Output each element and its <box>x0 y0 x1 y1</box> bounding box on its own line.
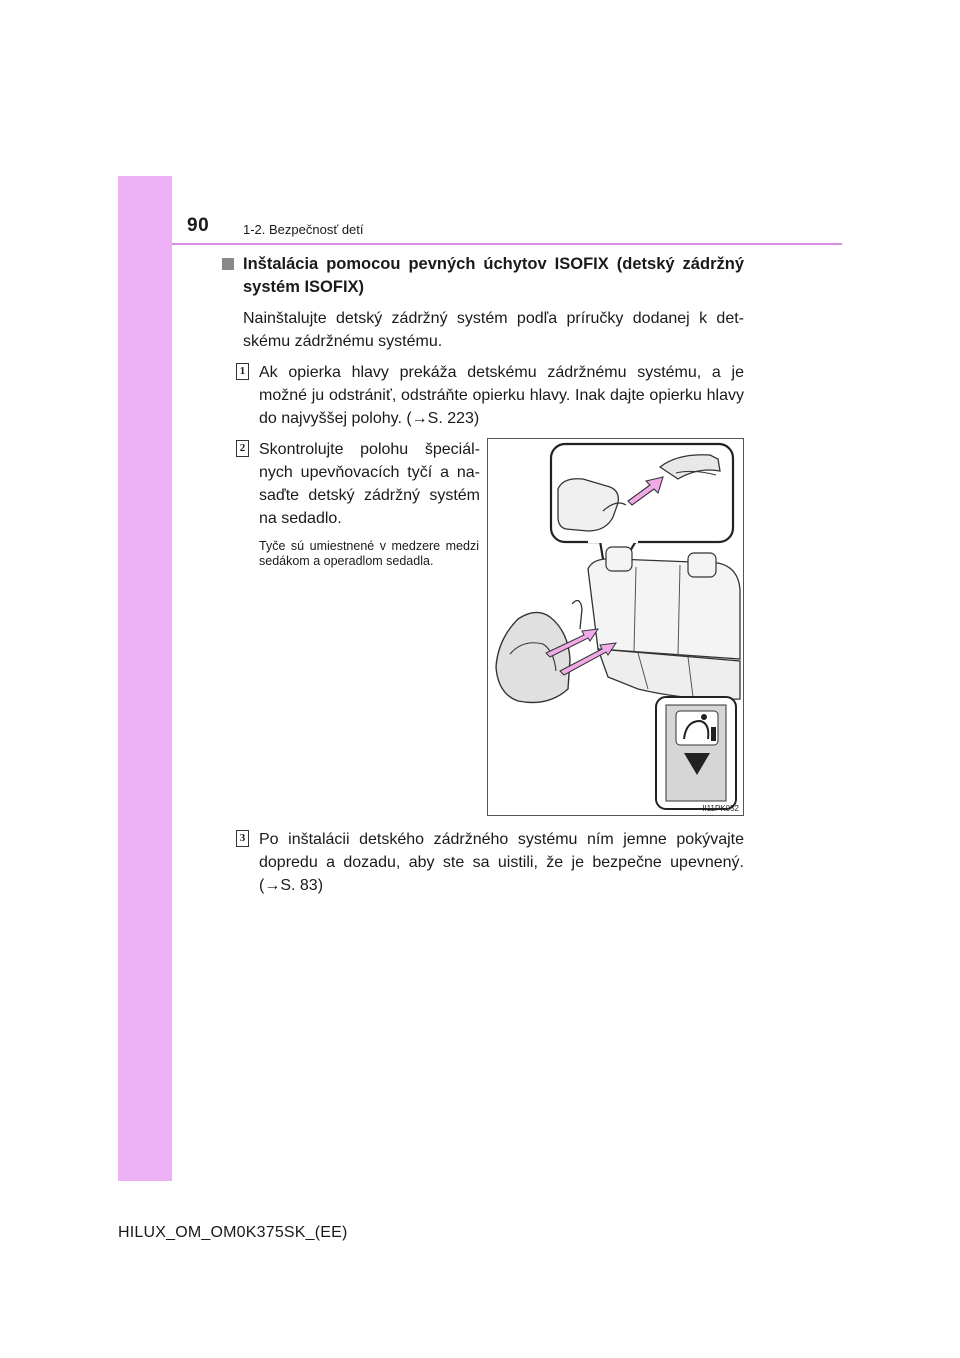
page-number: 90 <box>187 215 210 236</box>
intro-paragraph: Nainštalujte detský zádržný systém podľa príručky dodanej k det-skému zádržnému systému. <box>243 310 744 350</box>
step-text: Ak opierka hlavy prekáža detskému zádržnému systému, a je možné ju odstrániť, odstráňte opierku hlavy. Inak dajte opierku hlavy do najvyššej polohy. (→S. 223) <box>259 364 744 427</box>
main-content <box>222 253 744 897</box>
child-seat <box>496 612 570 702</box>
child-seat-strap <box>572 600 582 629</box>
section-heading <box>222 253 744 299</box>
chapter-side-tab <box>118 176 172 1181</box>
step-1 <box>222 361 744 430</box>
step-number-badge: 1 <box>236 363 249 380</box>
heading-text: Inštalácia pomocou pevných úchytov ISOFIX (detský zádržný systém ISOFIX) <box>243 255 744 296</box>
step-number-badge: 2 <box>236 440 249 457</box>
seat-diagram-svg <box>488 439 743 815</box>
header-divider <box>172 243 842 245</box>
step-3 <box>222 828 744 897</box>
headrest-left <box>606 547 632 571</box>
seat-cushion-detail <box>558 479 618 531</box>
step-text: Skontrolujte polohu špeciál-nych upevňovacích tyčí a na-saďte detský zádržný systém na sedadlo. <box>259 441 480 527</box>
document-id-footer: HILUX_OM_OM0K375SK_(EE) <box>118 1224 348 1241</box>
step-2 <box>222 438 744 816</box>
step-text: Po inštalácii detského zádržného systému ním jemne pokývajte dopredu a dozadu, aby ste sa uistili, že je bezpečne upevnený. (→S. 83) <box>259 831 744 894</box>
figure-code: II11PK052 <box>702 804 739 813</box>
section-title: 1-2. Bezpečnosť detí <box>243 222 364 237</box>
headrest-right <box>688 553 716 577</box>
isofix-illustration <box>487 438 744 816</box>
square-bullet-icon <box>222 258 234 270</box>
step-note: Tyče sú umiestnené v medzere medzi sedákom a operadlom sedadla. <box>259 539 479 568</box>
step-number-badge: 3 <box>236 830 249 847</box>
